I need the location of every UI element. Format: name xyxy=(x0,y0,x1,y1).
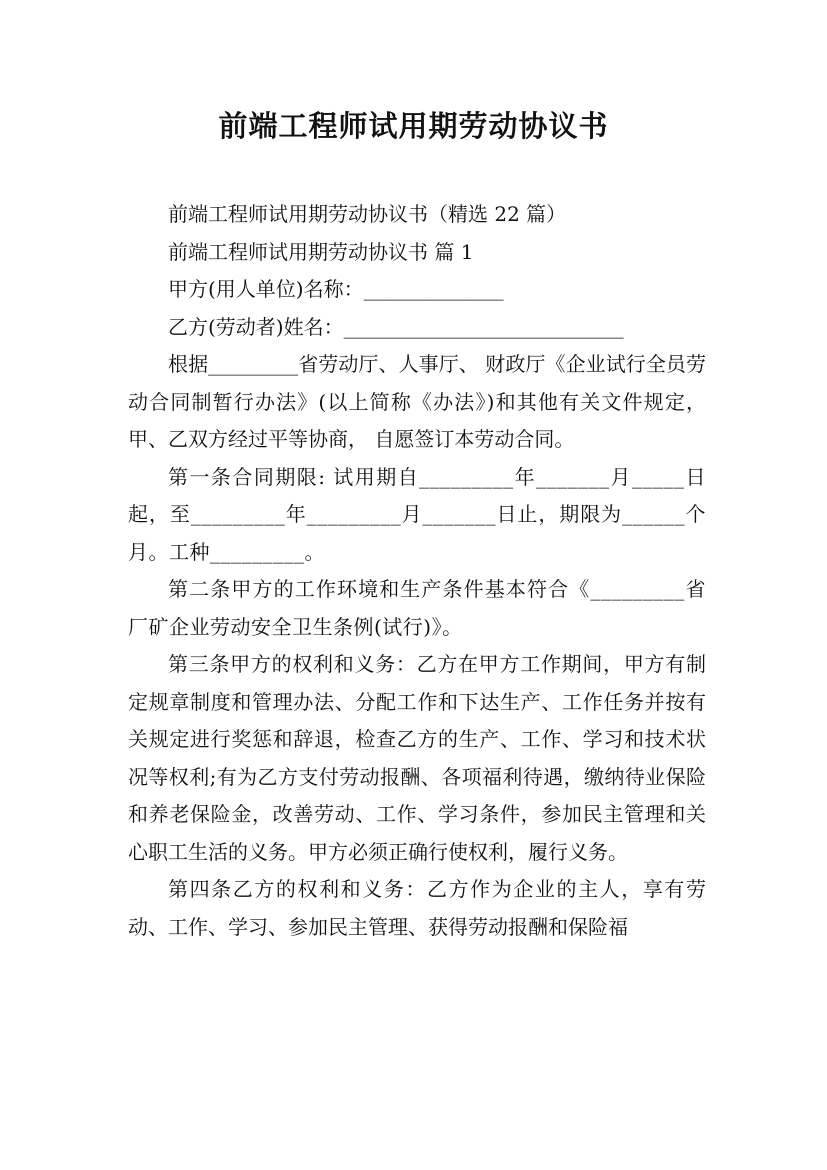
paragraph-basis: 根据_________省劳动厅、人事厅、 财政厅《企业试行全员劳动合同制暂行办法》(以上简称《办法》)和其他有关文件规定，甲、乙双方经过平等协商， 自愿签订本劳动合同。 xyxy=(128,352,706,451)
paragraph-subtitle: 前端工程师试用期劳动协议书（精选 22 篇） xyxy=(168,202,567,226)
paragraph-party-b: 乙方(劳动者)姓名：____________________________ xyxy=(168,314,624,339)
paragraph-article-4: 第四条乙方的权利和义务：乙方作为企业的主人，享有劳动、工作、学习、参加民主管理、获得劳动报酬和保险福 xyxy=(128,877,706,939)
paragraph-article-1: 第一条合同期限: 试用期自_________年_______月_____日起，至_________年_________月_______日止，期限为______个月。工种_________。 xyxy=(128,464,706,564)
paragraph-section-heading: 前端工程师试用期劳动协议书 篇 1 xyxy=(168,239,474,264)
paragraph-article-2: 第二条甲方的工作环境和生产条件基本符合《_________省厂矿企业劳动安全卫生条例(试行)》。 xyxy=(128,577,706,639)
document-body xyxy=(128,196,706,946)
document-title: 前端工程师试用期劳动协议书 xyxy=(218,109,609,143)
paragraph-party-a: 甲方(用人单位)名称：______________ xyxy=(168,277,504,301)
paragraph-article-3: 第三条甲方的权利和义务：乙方在甲方工作期间，甲方有制定规章制度和管理办法、分配工作和下达生产、工作任务并按有关规定进行奖惩和辞退，检查乙方的生产、工作、学习和技术状况等权利;有为乙方支付劳动报酬、各项福利待遇，缴纳待业保险和养老保险金，改善劳动、工作、学习条件，参加民主管理和关心职工生活的义务。甲方必须正确行使权利，履行义务。 xyxy=(128,652,706,864)
